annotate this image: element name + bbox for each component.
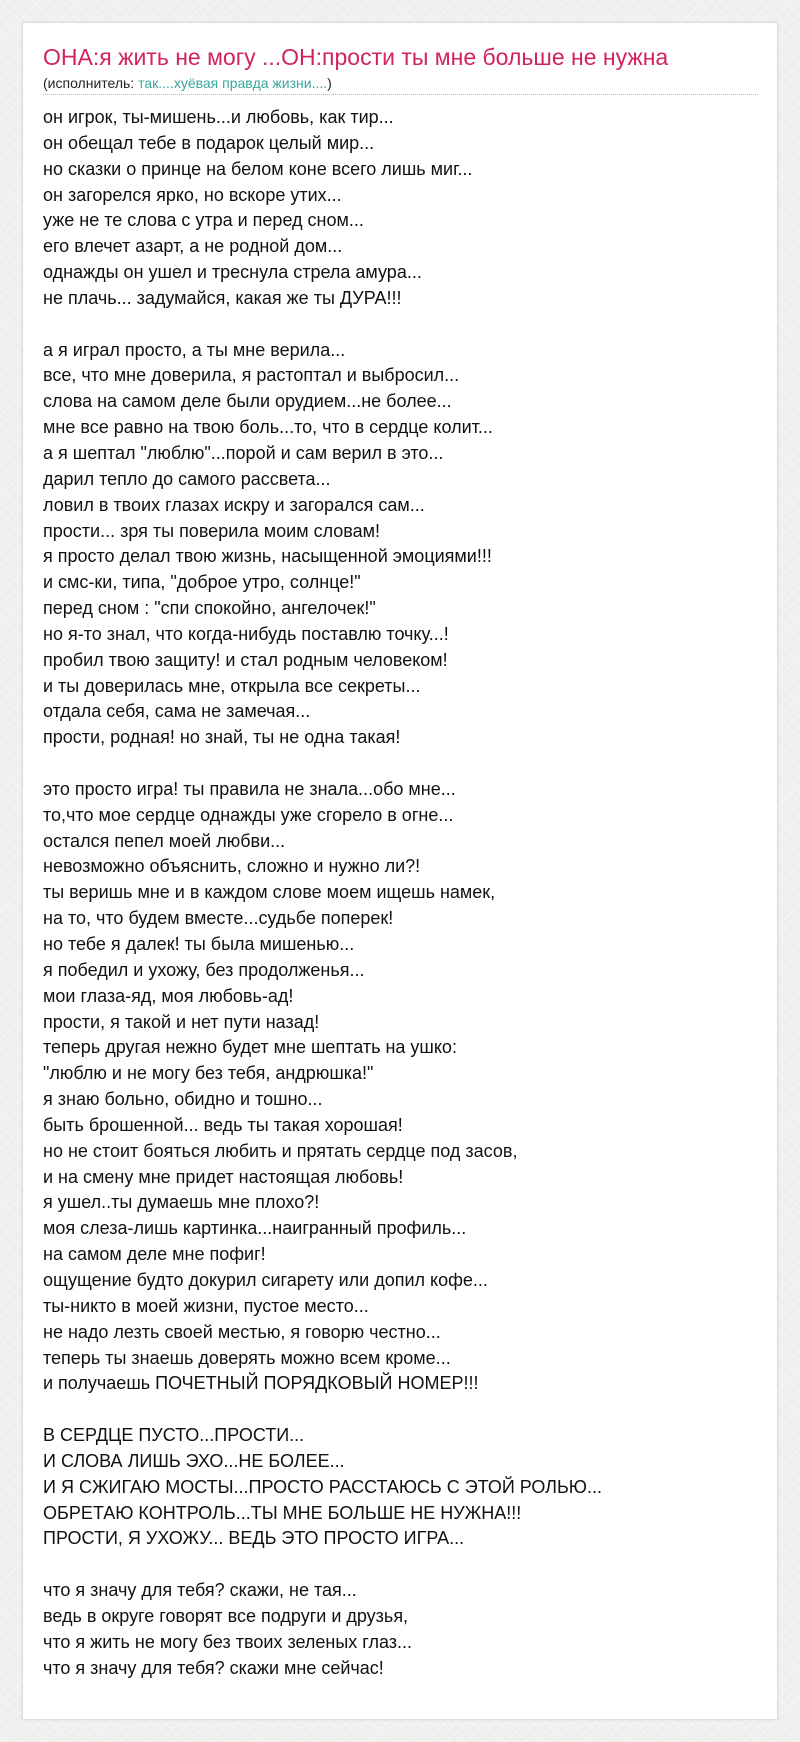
lyrics-line: "люблю и не могу без тебя, андрюшка!" xyxy=(43,1063,374,1084)
lyrics-line: и смс-ки, типа, "доброе утро, солнце!" xyxy=(43,572,361,593)
lyrics-line: остался пепел моей любви... xyxy=(43,830,286,851)
lyrics-line: что я значу для тебя? скажи, не тая... xyxy=(43,1580,357,1601)
lyrics-line: ты-никто в моей жизни, пустое место... xyxy=(43,1295,369,1316)
lyrics-line: что я значу для тебя? скажи мне сейчас! xyxy=(43,1657,384,1678)
lyrics-line: перед сном : "спи спокойно, ангелочек!" xyxy=(43,598,376,619)
lyrics-line: теперь ты знаешь доверять можно всем кроме... xyxy=(43,1347,451,1368)
lyrics-line: не надо лезть своей местью, я говорю честно... xyxy=(43,1321,441,1342)
lyrics-text xyxy=(43,105,759,1707)
lyrics-line: но не стоит бояться любить и прятать сердце под засов, xyxy=(43,1140,518,1161)
lyrics-line: ОБРЕТАЮ КОНТРОЛЬ...ТЫ МНЕ БОЛЬШЕ НЕ НУЖНА!!! xyxy=(43,1502,522,1523)
lyrics-line: а я играл просто, а ты мне верила... xyxy=(43,339,346,360)
lyrics-line: слова на самом деле были орудием...не более... xyxy=(43,391,452,412)
lyrics-line: мои глаза-яд, моя любовь-ад! xyxy=(43,985,294,1006)
lyrics-line: И Я СЖИГАЮ МОСТЫ...ПРОСТО РАССТАЮСЬ С ЭТОЙ РОЛЬЮ... xyxy=(43,1476,602,1497)
lyrics-line: он обещал тебе в подарок целый мир... xyxy=(43,132,375,153)
lyrics-line: прости, родная! но знай, ты не одна такая! xyxy=(43,727,401,748)
lyrics-line: это просто игра! ты правила не знала...обо мне... xyxy=(43,778,456,799)
lyrics-line: и получаешь ПОЧЕТНЫЙ ПОРЯДКОВЫЙ НОМЕР!!! xyxy=(43,1373,479,1394)
lyrics-line: и на смену мне придет настоящая любовь! xyxy=(43,1166,404,1187)
title-divider xyxy=(43,94,758,95)
song-title: ОНА:я жить не могу ...ОН:прости ты мне больше не нужна xyxy=(43,44,669,70)
lyrics-line: а я шептал "люблю"...порой и сам верил в это... xyxy=(43,442,444,463)
lyrics-line: но сказки о принце на белом коне всего лишь миг... xyxy=(43,158,473,179)
lyrics-line: я просто делал твою жизнь, насыщенной эмоциями!!! xyxy=(43,546,492,567)
lyrics-line: прости, я такой и нет пути назад! xyxy=(43,1011,320,1032)
lyrics-line: что я жить не могу без твоих зеленых глаз... xyxy=(43,1631,413,1652)
performer-line xyxy=(43,74,332,92)
lyrics-stanza xyxy=(43,1423,759,1552)
lyrics-line: его влечет азарт, а не родной дом... xyxy=(43,236,343,257)
lyrics-line: я победил и ухожу, без продолженья... xyxy=(43,959,365,980)
lyrics-card xyxy=(22,22,778,1720)
lyrics-line: но я-то знал, что когда-нибудь поставлю точку...! xyxy=(43,623,449,644)
lyrics-line: я знаю больно, обидно и тошно... xyxy=(43,1089,323,1110)
lyrics-line: уже не те слова с утра и перед сном... xyxy=(43,210,364,231)
lyrics-line: пробил твою защиту! и стал родным человеком! xyxy=(43,649,448,670)
lyrics-stanza xyxy=(43,777,759,1397)
lyrics-line: он игрок, ты-мишень...и любовь, как тир... xyxy=(43,107,394,127)
lyrics-line: моя слеза-лишь картинка...наигранный профиль... xyxy=(43,1218,467,1239)
lyrics-line: но тебе я далек! ты была мишенью... xyxy=(43,934,355,954)
lyrics-line: ты веришь мне и в каждом слове моем ищешь намек, xyxy=(43,882,496,903)
lyrics-line: он загорелся ярко, но вскоре утих... xyxy=(43,184,342,205)
lyrics-line: теперь другая нежно будет мне шептать на ушко: xyxy=(43,1037,457,1058)
lyrics-line: все, что мне доверила, я растоптал и выбросил... xyxy=(43,365,460,386)
lyrics-stanza xyxy=(43,338,759,752)
lyrics-line: дарил тепло до самого рассвета... xyxy=(43,468,331,489)
lyrics-line: И СЛОВА ЛИШЬ ЭХО...НЕ БОЛЕЕ... xyxy=(43,1450,345,1471)
lyrics-line: быть брошенной... ведь ты такая хорошая! xyxy=(43,1114,403,1135)
lyrics-line: мне все равно на твою боль...то, что в сердце колит... xyxy=(43,417,493,438)
lyrics-line: и ты доверилась мне, открыла все секреты... xyxy=(43,675,421,696)
lyrics-line: невозможно объяснить, сложно и нужно ли?! xyxy=(43,856,421,877)
lyrics-stanza xyxy=(43,105,759,312)
lyrics-line: ловил в твоих глазах искру и загорался сам... xyxy=(43,494,425,515)
lyrics-line: однажды он ушел и треснула стрела амура... xyxy=(43,262,422,283)
lyrics-stanza xyxy=(43,1578,759,1681)
lyrics-line: то,что мое сердце однажды уже сгорело в огне... xyxy=(43,804,454,825)
lyrics-line: ощущение будто докурил сигарету или допил кофе... xyxy=(43,1269,488,1290)
lyrics-line: прости... зря ты поверила моим словам! xyxy=(43,520,381,541)
lyrics-line: я ушел..ты думаешь мне плохо?! xyxy=(43,1192,320,1213)
lyrics-line: В СЕРДЦЕ ПУСТО...ПРОСТИ... xyxy=(43,1425,305,1446)
lyrics-line: ПРОСТИ, Я УХОЖУ... ВЕДЬ ЭТО ПРОСТО ИГРА... xyxy=(43,1528,465,1549)
lyrics-line: отдала себя, сама не замечая... xyxy=(43,701,311,722)
lyrics-line: не плачь... задумайся, какая же ты ДУРА!!! xyxy=(43,287,402,308)
performer-prefix: (исполнитель: xyxy=(43,75,139,91)
lyrics-line: на то, что будем вместе...судьбе поперек! xyxy=(43,908,394,929)
performer-link[interactable]: так....хуёвая правда жизни.... xyxy=(138,75,328,91)
lyrics-line: на самом деле мне пофиг! xyxy=(43,1244,266,1265)
performer-suffix: ) xyxy=(327,75,332,91)
lyrics-line: ведь в округе говорят все подруги и друзья, xyxy=(43,1605,409,1626)
